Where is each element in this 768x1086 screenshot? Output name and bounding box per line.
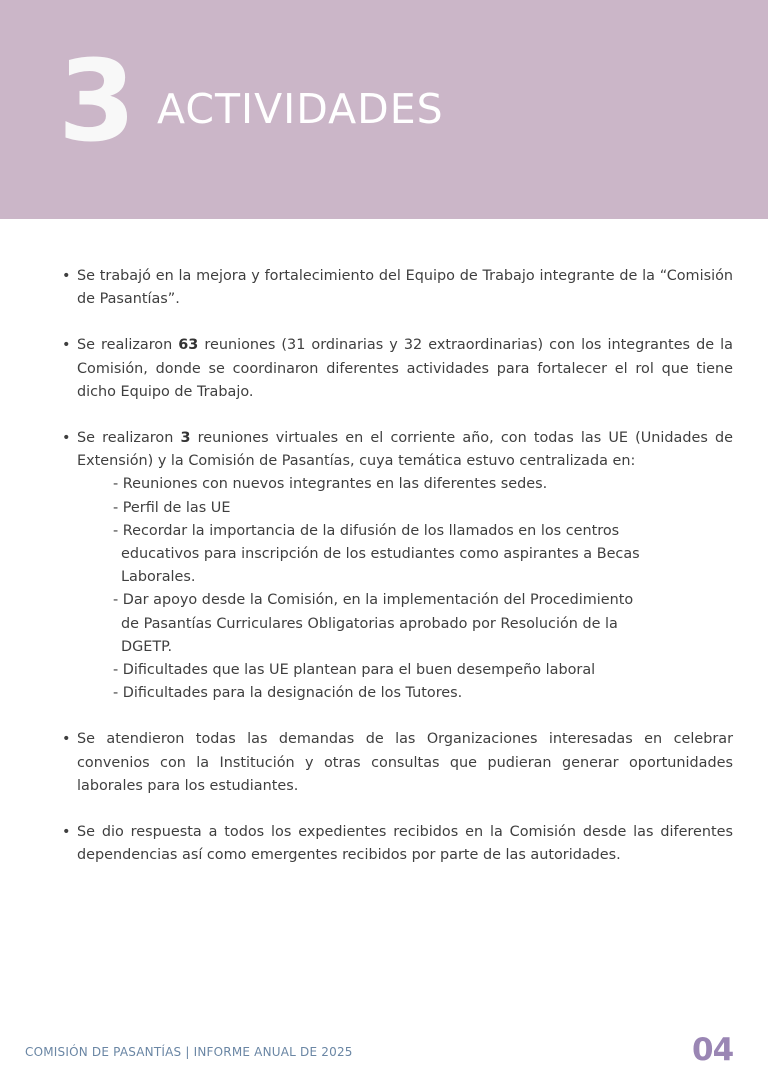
sub-item-continuation: DGETP.	[121, 638, 173, 655]
sub-item: - Dificultades que las UE plantean para el buen desempeño laboral	[113, 662, 596, 679]
list-item	[60, 265, 733, 311]
sub-item-continuation: de Pasantías Curriculares Obligatorias aprobado por Resolución de la	[121, 615, 618, 632]
item-text: Se realizaron	[77, 337, 179, 354]
sub-item-continuation: Laborales.	[121, 569, 196, 586]
sub-list	[77, 473, 733, 705]
sub-item-continuation: educativos para inscripción de los estudiantes como aspirantes a Becas	[121, 546, 640, 563]
activities-list	[60, 265, 733, 890]
bullet-icon: •	[62, 268, 71, 284]
page-number: 04	[692, 1032, 734, 1068]
section-banner	[0, 0, 768, 219]
bullet-icon: •	[62, 824, 71, 841]
list-item	[60, 427, 733, 705]
item-text: reuniones (31 ordinarias y 32 extraordinarias) con los integrantes de la Comisión, donde se coordinaron diferentes actividades para fortalecer el rol que tiene dicho Equipo de Trabajo.	[77, 337, 733, 400]
item-text: reuniones virtuales en el corriente año, con todas las UE (Unidades de Extensión) y la Comisión de Pasantías, cuya temática estuvo centralizada en:	[77, 430, 734, 470]
bullet-icon: •	[62, 430, 71, 447]
sub-item: - Dar apoyo desde la Comisión, en la implementación del Procedimiento	[113, 592, 634, 609]
item-text: Se dio respuesta a todos los expedientes recibidos en la Comisión desde las diferentes dependencias así como emergentes recibidos por parte de las autoridades.	[77, 824, 733, 864]
section-title: ACTIVIDADES	[157, 85, 444, 133]
sub-item: - Recordar la importancia de la difusión de los llamados en los centros	[113, 522, 620, 539]
virtual-meeting-count: 3	[180, 430, 191, 447]
list-item	[60, 821, 733, 867]
item-text: Se atendieron todas las demandas de las Organizaciones interesadas en celebrar convenios con la Institución y otras consultas que pudieran generar oportunidades laborales para los estudiantes.	[77, 731, 733, 794]
bullet-icon: •	[62, 337, 71, 354]
meeting-count: 63	[178, 337, 199, 354]
item-text: Se realizaron	[77, 430, 181, 447]
sub-item: - Dificultades para la designación de los Tutores.	[113, 685, 463, 702]
item-text: Se trabajó en la mejora y fortalecimiento del Equipo de Trabajo integrante de la “Comisión de Pasantías”.	[77, 268, 733, 308]
footer-report-title: COMISIÓN DE PASANTÍAS | INFORME ANUAL DE 2025	[25, 1045, 353, 1059]
list-item	[60, 334, 733, 404]
sub-item: - Reuniones con nuevos integrantes en las diferentes sedes.	[113, 476, 548, 493]
bullet-icon: •	[62, 731, 71, 748]
list-item	[60, 728, 733, 798]
sub-item: - Perfil de las UE	[113, 499, 231, 516]
section-number: 3	[58, 37, 134, 167]
